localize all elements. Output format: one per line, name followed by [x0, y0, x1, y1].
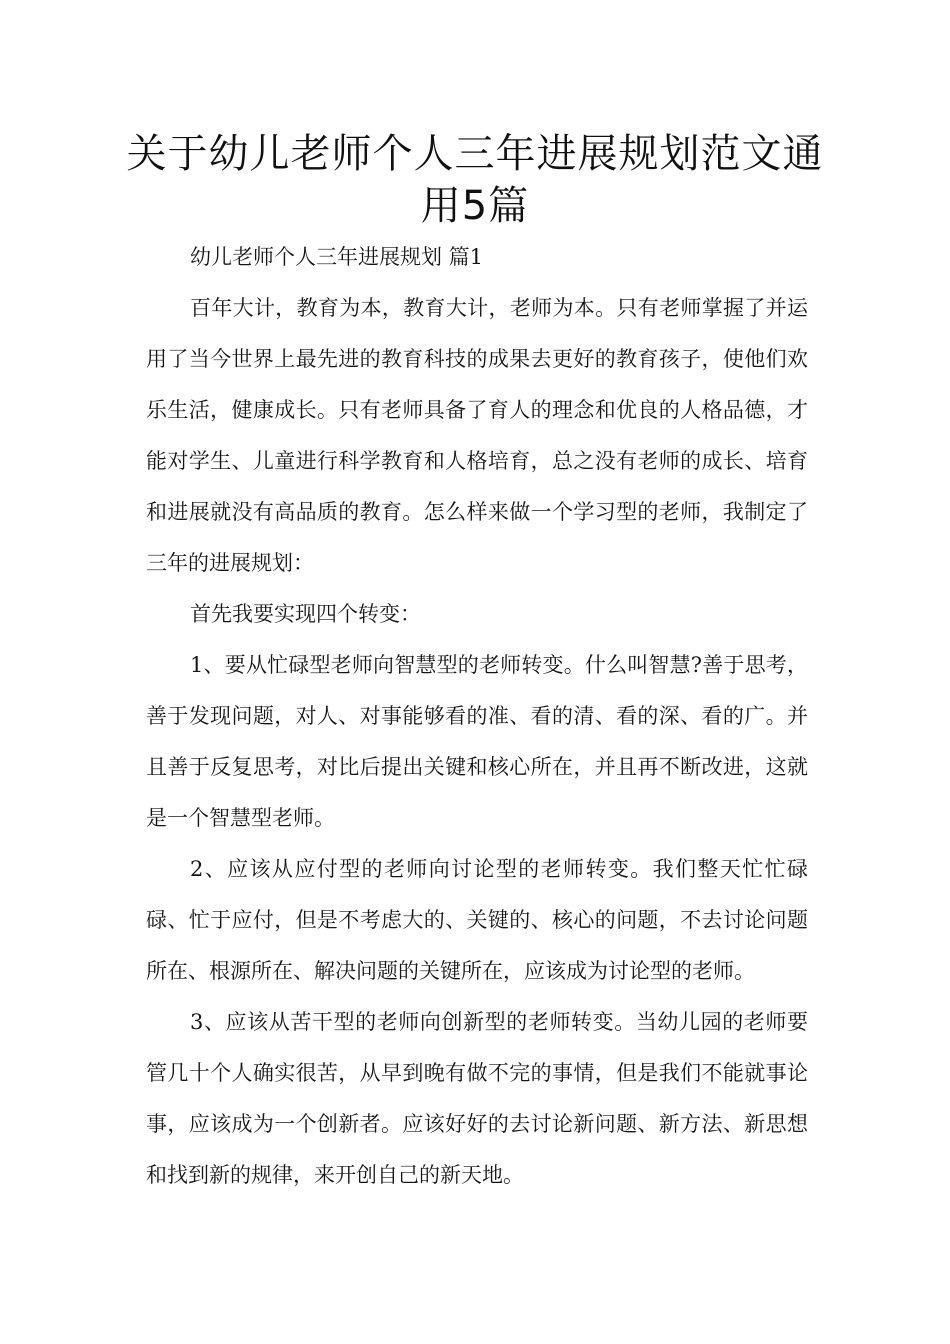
document-body	[146, 232, 808, 1201]
paragraph: 2、应该从应付型的老师向讨论型的老师转变。我们整天忙忙碌碌、忙于应付，但是不考虑大的、关键的、核心的问题，不去讨论问题所在、根源所在、解决问题的关键所在，应该成为讨论型的老师。	[146, 857, 808, 983]
paragraph: 首先我要实现四个转变：	[190, 602, 421, 626]
paragraph: 1、要从忙碌型老师向智慧型的老师转变。什么叫智慧?善于思考，善于发现问题，对人、对事能够看的准、看的清、看的深、看的广。并且善于反复思考，对比后提出关键和核心所在，并且再不断改进，这就是一个智慧型老师。	[146, 653, 808, 830]
document-title: 关于幼儿老师个人三年进展规划范文通用5篇	[126, 131, 824, 229]
section-heading: 幼儿老师个人三年进展规划 篇1	[190, 245, 484, 269]
paragraph: 3、应该从苦干型的老师向创新型的老师转变。当幼儿园的老师要管几十个人确实很苦，从早到晚有做不完的事情，但是我们不能就事论事，应该成为一个创新者。应该好好的去讨论新问题、新方法、新思想和找到新的规律，来开创自己的新天地。	[146, 1010, 808, 1187]
paragraph: 百年大计，教育为本，教育大计，老师为本。只有老师掌握了并运用了当今世界上最先进的教育科技的成果去更好的教育孩子，使他们欢乐生活，健康成长。只有老师具备了育人的理念和优良的人格品德，才能对学生、儿童进行科学教育和人格培育，总之没有老师的成长、培育和进展就没有高品质的教育。怎么样来做一个学习型的老师，我制定了三年的进展规划：	[146, 296, 808, 575]
